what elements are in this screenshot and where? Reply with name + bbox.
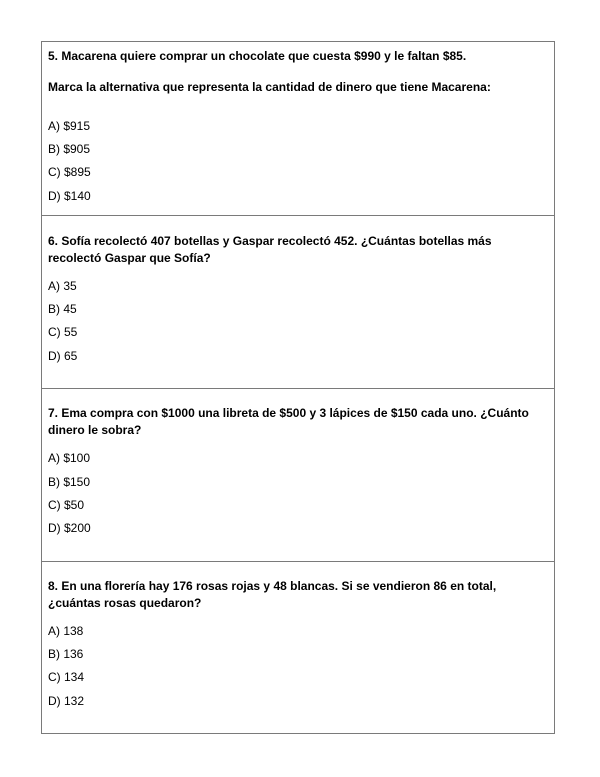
question-6-option-c[interactable]: C) 55 [48,325,78,339]
question-5-instruction: Marca la alternativa que representa la cantidad de dinero que tiene Macarena: [48,80,491,94]
question-5-option-a[interactable]: A) $915 [48,119,91,133]
question-8-option-c[interactable]: C) 134 [48,670,85,684]
question-8-block [42,562,554,734]
question-6-option-d[interactable]: D) 65 [48,349,78,363]
question-5-option-c[interactable]: C) $895 [48,165,91,179]
question-5-option-d[interactable]: D) $140 [48,189,91,203]
question-7-option-b[interactable]: B) $150 [48,475,91,489]
question-6-text: 6. Sofía recolectó 407 botellas y Gaspar recolectó 452. ¿Cuántas botellas más recolectó Gaspar que Sofía? [48,234,492,265]
question-7-text: 7. Ema compra con $1000 una libreta de $500 y 3 lápices de $150 cada uno. ¿Cuánto dinero le sobra? [48,406,529,437]
question-6-option-a[interactable]: A) 35 [48,279,77,293]
question-7-option-d[interactable]: D) $200 [48,521,91,535]
question-8-text: 8. En una florería hay 176 rosas rojas y 48 blancas. Si se vendieron 86 en total, ¿cuántas rosas quedaron? [48,579,497,610]
question-6-option-b[interactable]: B) 45 [48,302,77,316]
question-7-option-c[interactable]: C) $50 [48,498,85,512]
worksheet-frame [41,41,555,734]
question-5-option-b[interactable]: B) $905 [48,142,91,156]
question-8-option-b[interactable]: B) 136 [48,647,84,661]
question-7-option-a[interactable]: A) $100 [48,451,91,465]
question-8-option-d[interactable]: D) 132 [48,694,85,708]
question-7-block [42,389,554,562]
question-6-block [42,216,554,389]
question-5-text: 5. Macarena quiere comprar un chocolate que cuesta $990 y le faltan $85. [48,49,467,63]
question-5-block [42,42,554,216]
question-8-option-a[interactable]: A) 138 [48,624,84,638]
